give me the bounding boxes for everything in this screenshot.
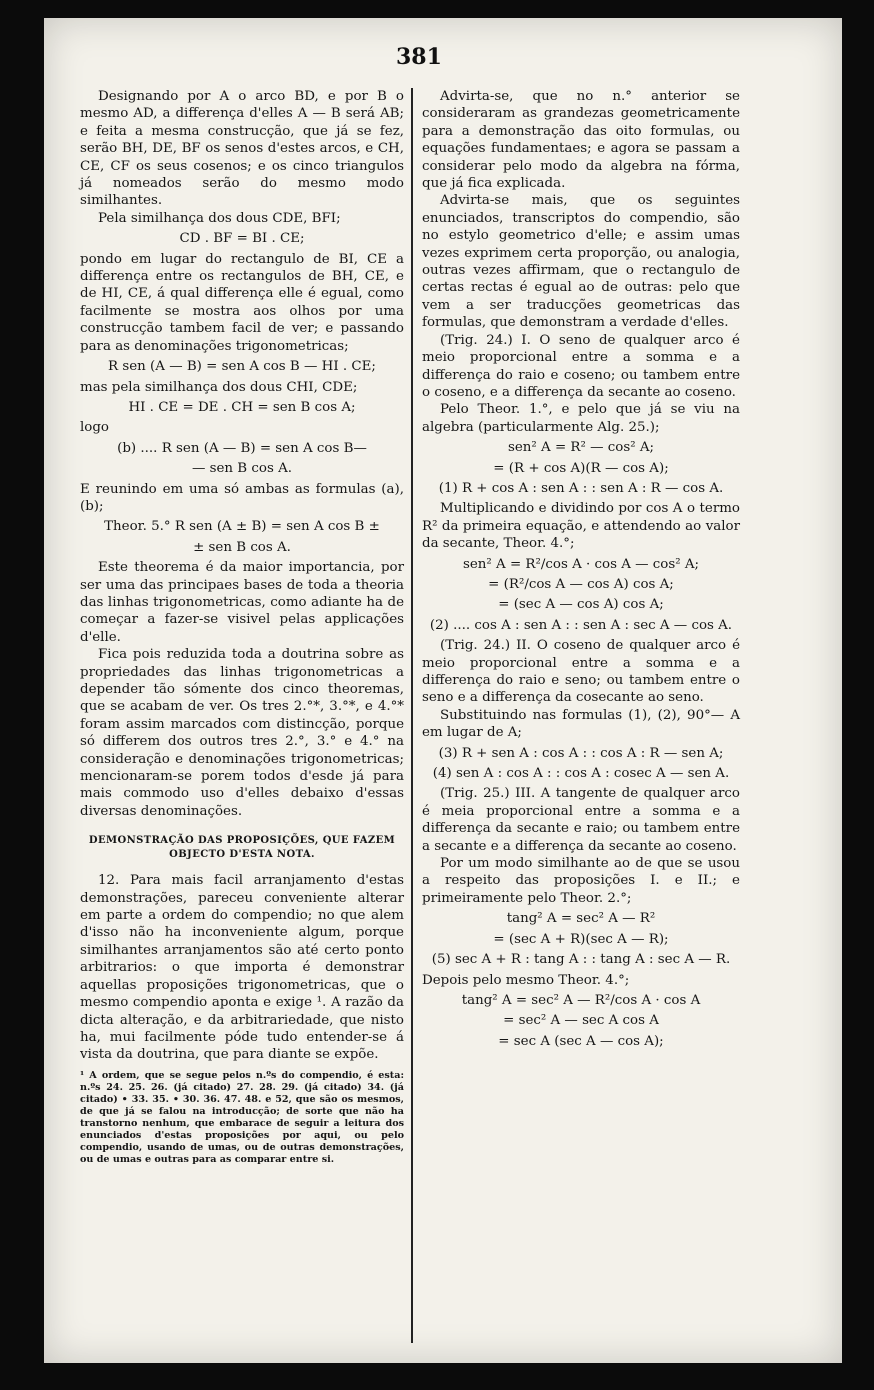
paragraph: (Trig. 25.) III. A tangente de qualquer arco é meia proporcional entre a somma e a differença da secante e raio; ou tambem entre a secante e a differença da secante ao coseno.: [422, 786, 740, 854]
equation: R sen (A — B) = sen A cos B — HI . CE;: [108, 359, 376, 375]
equation: CD . BF = BI . CE;: [179, 231, 305, 247]
left-column: [80, 88, 404, 1166]
paragraph: (Trig. 24.) II. O coseno de qualquer arco é meio proporcional entre a somma e a differença do raio e seno; ou tambem entre o seno e a differença da cosecante ao seno.: [422, 638, 740, 706]
paragraph: Este theorema é da maior importancia, por ser uma das principaes bases de toda a theoria das linhas trigonometricas, como adiante ha de começar a fazer-se visivel pelas applicações d'elle.: [80, 560, 404, 645]
equation: = (R + cos A)(R — cos A);: [493, 460, 669, 476]
equation: = (sec A — cos A) cos A;: [498, 597, 664, 613]
paragraph: mas pela similhança dos dous CHI, CDE;: [80, 379, 358, 395]
column-divider: [411, 88, 413, 1343]
paragraph: Fica pois reduzida toda a doutrina sobre as propriedades das linhas trigonometricas a depender tão sómente dos cinco theoremas, que se acabam de ver. Os tres 2.°*, 3.°*, e 4.°* foram assim marcados com distincção, porque só differem dos outros tres 2.°, 3.° e 4.° na consideração e denominações trigonometricas; mencionaram-se porem todos d'esde já para mais commodo uso d'elles debaixo d'essas diversas denominações.: [80, 647, 404, 819]
equation: = (R²/cos A — cos A) cos A;: [488, 576, 674, 592]
text-line: Depois pelo mesmo Theor. 4.°;: [422, 972, 630, 988]
paragraph: Advirta-se, que no n.° anterior se consideraram as grandezas geometricamente para a demonstração das oito formulas, ou equações fundamentaes; e agora se passam a considerar pelo modo da algebra na fórma, que já fica explicada.: [422, 89, 740, 192]
right-column: [422, 88, 740, 1053]
text-line: logo: [80, 420, 109, 436]
equation: = (sec A + R)(sec A — R);: [493, 931, 669, 947]
paragraph: Pelo Theor. 1.°, e pelo que já se viu na algebra (particularmente Alg. 25.);: [422, 402, 740, 435]
paragraph: Designando por A o arco BD, e por B o mesmo AD, a differença d'elles A — B será AB; e feita a mesma construcção, que já se fez, serão BH, DE, BF os senos d'estes arcos, e CH, CE, CF os seus cosenos; e os cinco triangulos já nomeados serão do mesmo modo similhantes.: [80, 89, 404, 209]
equation: (b) .... R sen (A — B) = sen A cos B—: [117, 440, 367, 456]
paragraph: (Trig. 24.) I. O seno de qualquer arco é meio proporcional entre a somma e a differença do raio e coseno; ou tambem entre o coseno, e a differença da secante ao coseno.: [422, 332, 740, 400]
paragraph: Por um modo similhante ao de que se usou a respeito das proposições I. e II.; e primeiramente pelo Theor. 2.°;: [422, 856, 740, 906]
footnote: ¹ A ordem, que se segue pelos n.ºs do compendio, é esta: n.ºs 24. 25. 26. (já citado) 27. 28. 29. (já citado) 34. (já citado) • 33. 35. • 30. 36. 47. 48. e 52, que são os mesmos, de que já se falou na introducção; de sorte que não ha transtorno nenhum, que embarace de seguir a leitura dos enunciados d'estas proposições por aqui, ou pelo compendio, usando de umas, ou de outras demonstrações, ou de umas e outras para as comparar entre si.: [80, 1069, 404, 1165]
theorem-5: Theor. 5.° R sen (A ± B) = sen A cos B ±: [104, 519, 380, 535]
page-number: 381: [396, 44, 442, 70]
paragraph: Substituindo nas formulas (1), (2), 90°— A em lugar de A;: [422, 707, 740, 741]
equation: = sec² A — sec A cos A: [503, 1013, 659, 1029]
paragraph-12: 12. Para mais facil arranjamento d'estas demonstrações, pareceu conveniente alterar em parte a ordem do compendio; no que alem d'isso não ha inconveniente algum, porque similhantes arranjamentos são até certo ponto arbitrarios: o que importa é demonstrar aquellas proposições trigonometricas, que o mesmo compendio aponta e exige ¹. A razão da dicta alteração, e da arbitrariedade, que nisto ha, mui facilmente póde tudo entender-se á vista da doutrina, que para diante se expõe.: [80, 873, 404, 1063]
equation: HI . CE = DE . CH = sen B cos A;: [128, 399, 356, 415]
section-heading: DEMONSTRAÇÃO DAS PROPOSIÇÕES, QUE FAZEM OBJECTO D'ESTA NOTA.: [88, 835, 396, 861]
equation: (3) R + sen A : cos A : : cos A : R — sen A;: [438, 745, 724, 761]
paragraph: Advirta-se mais, que os seguintes enunciados, transcriptos do compendio, são no estylo geometrico d'elle; e assim umas vezes exprimem certa proporção, ou analogia, outras vezes affirmam, que o rectangulo de certas rectas é egual ao de outras: pelo que vem a ser traducções geometricas das formulas, que demonstram a verdade d'elles.: [422, 193, 740, 331]
equation: ± sen B cos A.: [193, 539, 291, 555]
equation: tang² A = sec² A — R²: [506, 911, 656, 927]
paragraph: Multiplicando e dividindo por cos A o termo R² da primeira equação, e attendendo ao valor da secante, Theor. 4.°;: [422, 501, 740, 552]
equation: sen² A = R²/cos A · cos A — cos² A;: [462, 556, 700, 572]
equation: = sec A (sec A — cos A);: [498, 1033, 664, 1049]
equation: sen² A = R² — cos² A;: [507, 440, 655, 456]
paragraph: Pela similhança dos dous CDE, BFI;: [98, 210, 341, 226]
equation: (5) sec A + R : tang A : : tang A : sec A — R.: [431, 952, 731, 968]
paragraph: pondo em lugar do rectangulo de BI, CE a differença entre os rectangulos de BH, CE, e de HI, CE, á qual differença elle é egual, como facilmente se mostra aos olhos por uma construcção tambem facil de ver; e passando para as denominações trigonometricas;: [80, 251, 404, 354]
equation: (2) .... cos A : sen A : : sen A : sec A — cos A.: [429, 617, 733, 633]
equation: — sen B cos A.: [191, 461, 293, 477]
equation: (1) R + cos A : sen A : : sen A : R — cos A.: [438, 480, 724, 496]
equation: (4) sen A : cos A : : cos A : cosec A — sen A.: [432, 766, 730, 782]
page-sheet: [44, 18, 842, 1363]
equation: tang² A = sec² A — R²/cos A · cos A: [461, 992, 701, 1008]
paragraph: E reunindo em uma só ambas as formulas (a), (b);: [80, 481, 404, 514]
